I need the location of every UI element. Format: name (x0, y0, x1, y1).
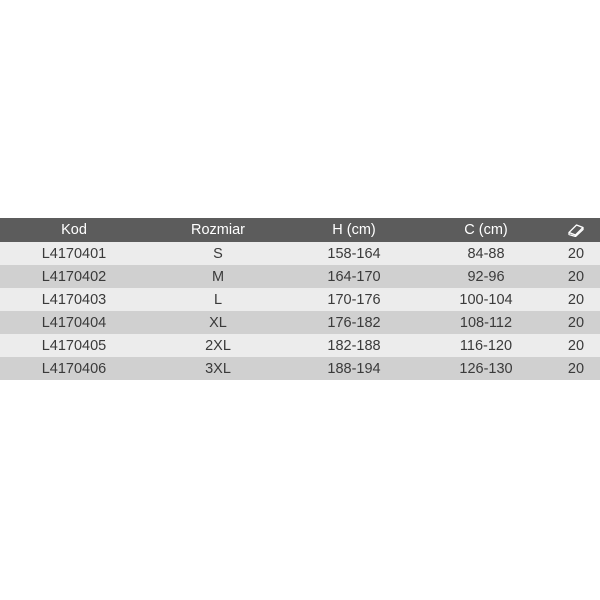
cell-chest: 92-96 (467, 268, 505, 285)
cell-size: M (211, 268, 225, 285)
header-quantity (552, 218, 600, 242)
cell-chest: 100-104 (459, 291, 513, 308)
header-code: Kod (61, 222, 87, 238)
table-row (0, 265, 600, 288)
cell-height: 170-176 (327, 291, 381, 308)
cell-quantity: 20 (567, 268, 585, 285)
cell-quantity: 20 (567, 314, 585, 331)
header-height: H (cm) (332, 222, 376, 238)
table-row (0, 288, 600, 311)
cell-code: L4170401 (41, 245, 107, 262)
cell-quantity: 20 (567, 245, 585, 262)
table-body (0, 242, 600, 380)
cell-size: S (213, 245, 223, 262)
cell-size: 2XL (205, 337, 231, 354)
cell-height: 188-194 (327, 360, 381, 377)
cell-height: 176-182 (327, 314, 381, 331)
cell-code: L4170403 (41, 291, 107, 308)
cell-height: 158-164 (327, 245, 381, 262)
cell-size: 3XL (205, 360, 231, 377)
cell-height: 164-170 (327, 268, 381, 285)
cell-height: 182-188 (327, 337, 381, 354)
cell-size: XL (209, 314, 227, 331)
cell-code: L4170406 (41, 360, 107, 377)
table-row (0, 242, 600, 265)
cell-quantity: 20 (567, 291, 585, 308)
table-row (0, 357, 600, 380)
table-row (0, 311, 600, 334)
header-row (0, 218, 600, 242)
size-table (0, 218, 600, 380)
table-header (0, 218, 600, 242)
cell-code: L4170405 (41, 337, 107, 354)
cell-quantity: 20 (567, 360, 585, 377)
header-chest: C (cm) (464, 222, 508, 238)
cell-chest: 116-120 (459, 337, 513, 354)
cell-chest: 108-112 (459, 314, 513, 331)
package-icon (567, 223, 585, 237)
cell-chest: 84-88 (467, 245, 505, 262)
cell-code: L4170404 (41, 314, 107, 331)
table-row (0, 334, 600, 357)
cell-chest: 126-130 (459, 360, 513, 377)
cell-quantity: 20 (567, 337, 585, 354)
cell-code: L4170402 (41, 268, 107, 285)
cell-size: L (213, 291, 223, 308)
header-size: Rozmiar (191, 222, 245, 238)
